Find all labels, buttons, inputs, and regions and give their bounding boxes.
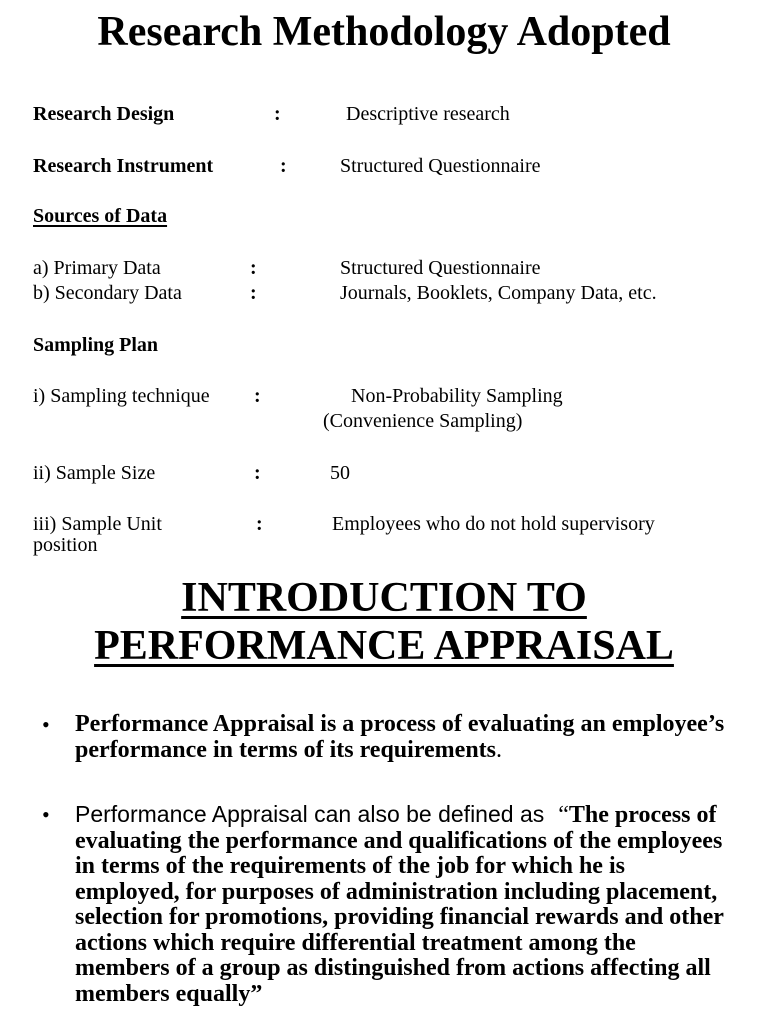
sampling-technique-value: Non-Probability Sampling [351, 385, 563, 407]
research-instrument-value: Structured Questionnaire [340, 155, 541, 177]
colon-separator: : [250, 282, 257, 304]
sample-unit-value: Employees who do not hold supervisory [332, 513, 655, 535]
open-quote: “ [558, 802, 569, 828]
secondary-data-label: b) Secondary Data [33, 282, 182, 304]
page-title: Research Methodology Adopted [97, 9, 671, 55]
sampling-technique-subvalue: (Convenience Sampling) [323, 410, 523, 432]
colon-separator: : [256, 513, 263, 535]
bullet-lead-text: Performance Appraisal can also be defined as [75, 801, 545, 827]
research-design-label: Research Design [33, 103, 175, 125]
sample-unit-continuation: position [33, 534, 98, 556]
bullet-text: Performance Appraisal is a process of evaluating an employee’s performance in terms of its requirements [75, 711, 725, 763]
bullet-item-definition [75, 712, 735, 763]
colon-separator: : [254, 385, 261, 407]
section-heading-line1: INTRODUCTION TO [181, 575, 587, 621]
sample-unit-label: iii) Sample Unit [33, 513, 162, 535]
primary-data-label: a) Primary Data [33, 257, 161, 279]
bullet-marker: • [42, 802, 50, 827]
colon-separator: : [254, 462, 261, 484]
colon-separator: : [280, 155, 287, 177]
bullet-marker: • [42, 712, 50, 737]
section-heading-line2: PERFORMANCE APPRAISAL [94, 623, 674, 669]
bullet-item-extended-definition [75, 802, 735, 1007]
research-instrument-label: Research Instrument [33, 155, 214, 177]
colon-separator: : [250, 257, 257, 279]
sources-of-data-heading: Sources of Data [33, 205, 168, 227]
sample-size-label: ii) Sample Size [33, 462, 156, 484]
primary-data-value: Structured Questionnaire [340, 257, 541, 279]
sample-size-value: 50 [330, 462, 350, 484]
sampling-technique-label: i) Sampling technique [33, 385, 210, 407]
quoted-definition: The process of evaluating the performance and qualifications of the employees in terms of the requirements of the job for which he is employed, for purposes of administration including placement, selection for promotions, providing financial rewards and other actions which require differential treatment among the members of a group as distinguished from actions affecting all members equally” [75, 802, 724, 1007]
research-design-value: Descriptive research [346, 103, 510, 125]
colon-separator: : [274, 103, 281, 125]
sampling-plan-heading: Sampling Plan [33, 334, 159, 356]
bullet-trailing-period: . [496, 736, 503, 763]
secondary-data-value: Journals, Booklets, Company Data, etc. [340, 282, 657, 304]
